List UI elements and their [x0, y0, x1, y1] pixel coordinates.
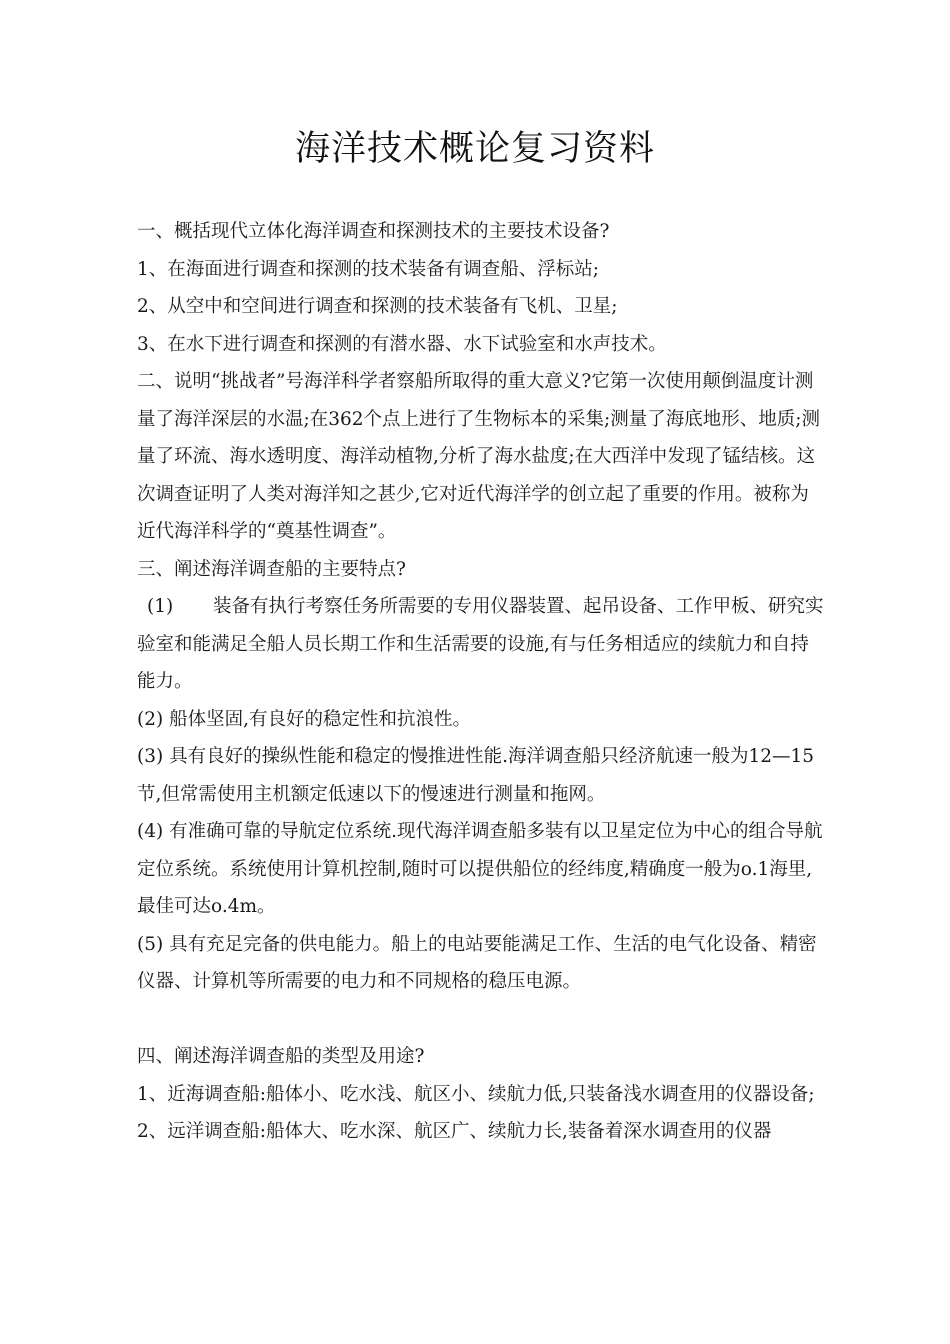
- item-text: 有准确可靠的导航定位系统.现代海洋调查船多装有以卫星定位为中心的组合导航定位系统。系统使用计算机控制,随时可以提供船位的经纬度,精确度一般为o.1海里,最佳可达o.4m。: [137, 821, 823, 917]
- item-number: (4): [137, 821, 164, 842]
- document-body: [137, 213, 827, 1151]
- item-number: (5): [137, 933, 164, 955]
- question-1-item-2: 2、从空中和空间进行调查和探测的技术装备有飞机、卫星;: [137, 296, 618, 317]
- question-3-item-4: [137, 813, 827, 926]
- item-text: 船体坚固,有良好的稳定性和抗浪性。: [169, 708, 471, 730]
- question-3-item-5: [137, 926, 827, 1001]
- question-4-heading: 四、阐述海洋调查船的类型及用途?: [137, 1046, 425, 1067]
- paragraph-spacer: [137, 1001, 827, 1039]
- question-4-item-2: 2、远洋调查船:船体大、吃水深、航区广、续航力长,装备着深水调查用的仪器: [137, 1121, 772, 1142]
- question-2-paragraph: 二、说明“挑战者”号海洋科学者察船所取得的重大意义?它第一次使用颠倒温度计测量了海洋深层的水温;在362个点上进行了生物标本的采集;测量了海底地形、地质;测量了环流、海水透明度、海洋动植物,分析了海水盐度;在大西洋中发现了锰结核。这次调查证明了人类对海洋知之甚少,它对近代海洋学的创立起了重要的作用。被称为近代海洋科学的“奠基性调查”。: [137, 371, 821, 542]
- question-3-item-3: [137, 738, 827, 813]
- question-3-item-2: [137, 701, 827, 739]
- question-1-item-3: 3、在水下进行调查和探测的有潜水器、水下试验室和水声技术。: [137, 333, 667, 355]
- question-1-heading: 一、概括现代立体化海洋调查和探测技术的主要技术设备?: [137, 221, 610, 242]
- item-text: 具有良好的操纵性能和稳定的慢推进性能.海洋调查船只经济航速一般为12—15节,但常需使用主机额定低速以下的慢速进行测量和拖网。: [137, 746, 815, 805]
- item-text: 装备有执行考察任务所需要的专用仪器装置、起吊设备、工作甲板、研究实验室和能满足全船人员长期工作和生活需要的设施,有与任务相适应的续航力和自持能力。: [137, 596, 824, 692]
- page-title: 海洋技术概论复习资料: [294, 129, 655, 169]
- question-4-item-1: 1、近海调查船:船体小、吃水浅、航区小、续航力低,只装备浅水调查用的仪器设备;: [137, 1083, 815, 1105]
- question-1-item-1: 1、在海面进行调查和探测的技术装备有调查船、浮标站;: [137, 258, 600, 280]
- item-text: 具有充足完备的供电能力。船上的电站要能满足工作、生活的电气化设备、精密仪器、计算机等所需要的电力和不同规格的稳压电源。: [137, 933, 817, 992]
- item-number: (2): [137, 708, 164, 730]
- question-3-heading: 三、阐述海洋调查船的主要特点?: [137, 558, 406, 580]
- item-number: (3): [137, 746, 164, 767]
- item-number: (1): [147, 596, 174, 617]
- question-3-item-1: [137, 588, 827, 701]
